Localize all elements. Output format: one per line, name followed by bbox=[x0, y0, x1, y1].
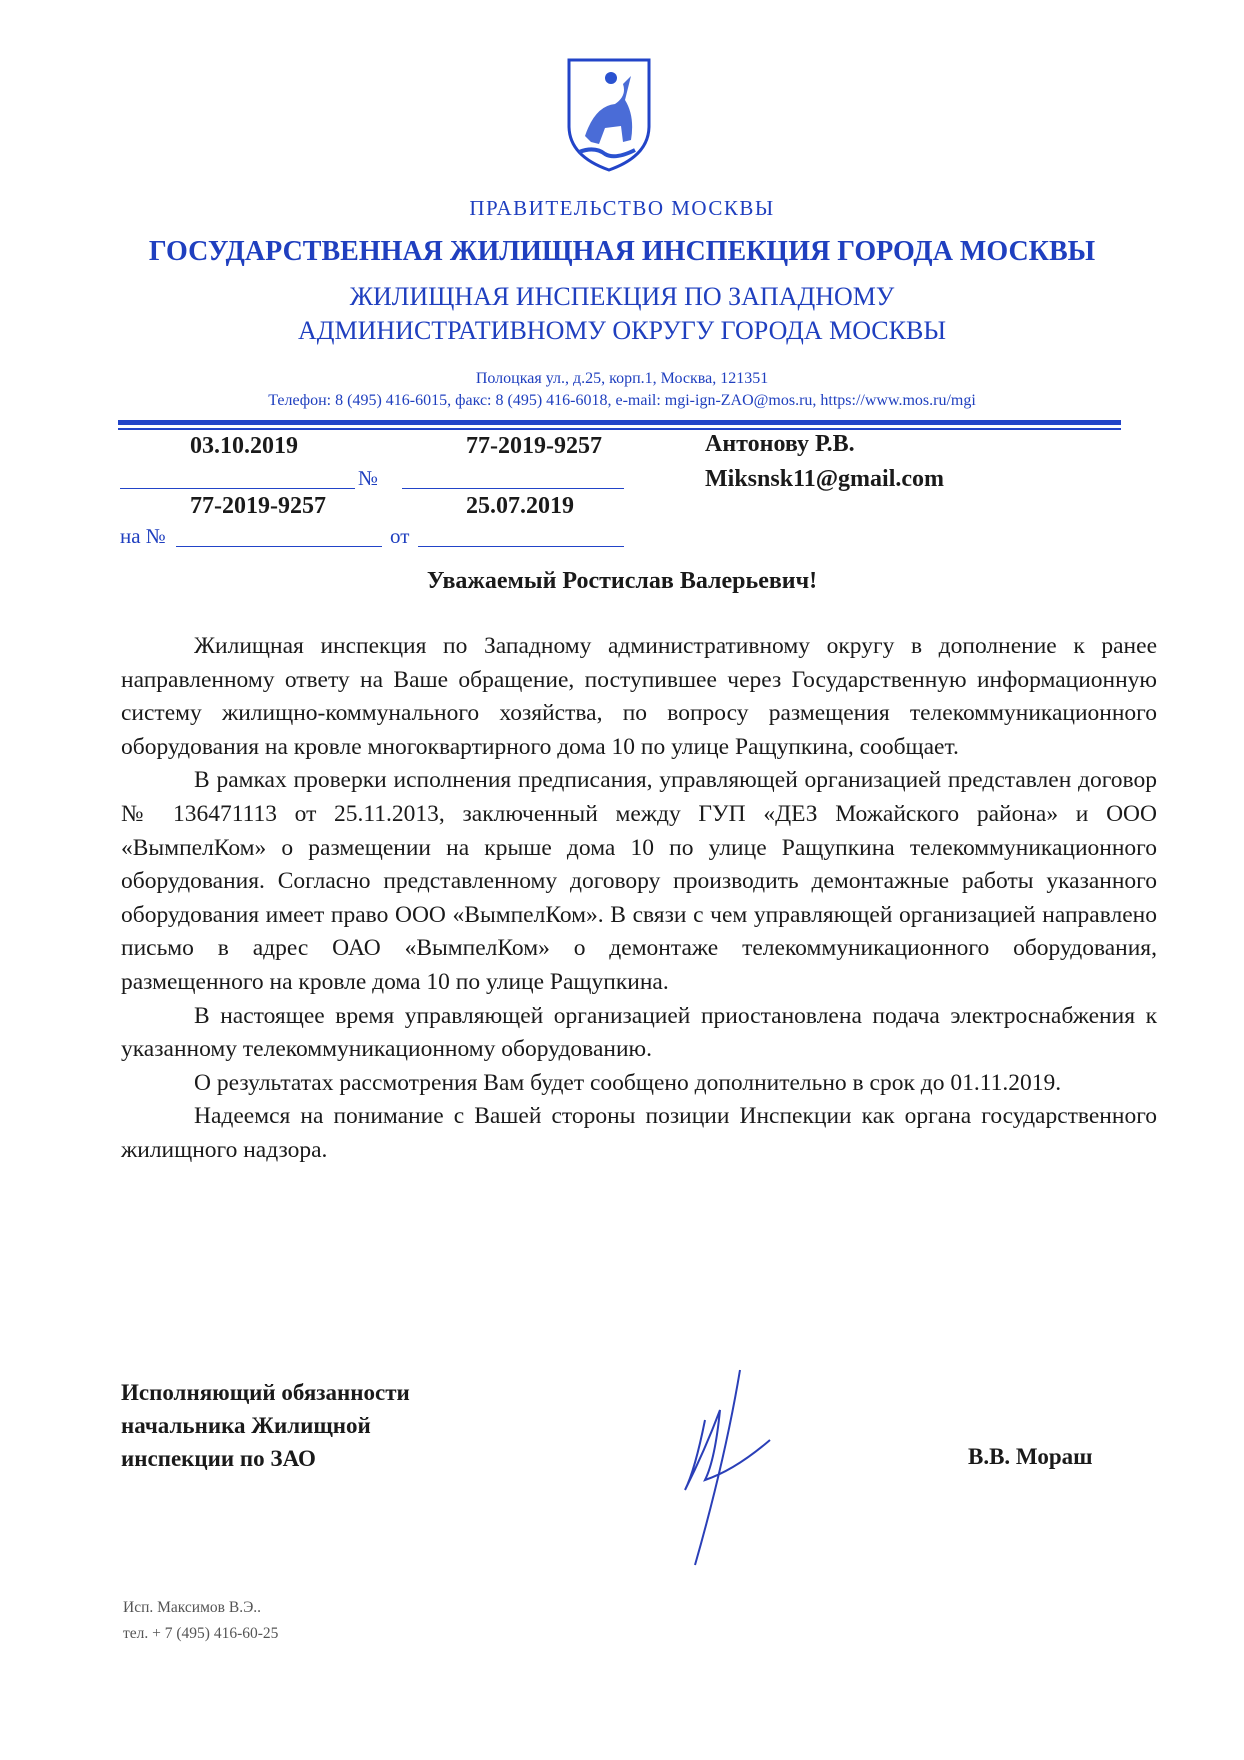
executor-info bbox=[123, 1595, 278, 1647]
date-underline bbox=[120, 488, 355, 489]
executor-phone: тел. + 7 (495) 416-60-25 bbox=[123, 1625, 279, 1642]
signatory-position bbox=[121, 1376, 410, 1475]
number-underline bbox=[402, 488, 624, 489]
ref-number: 77-2019-9257 bbox=[190, 493, 326, 519]
ref-number-underline bbox=[176, 546, 382, 547]
greeting: Уважаемый Ростислав Валерьевич! bbox=[426, 568, 818, 594]
letter-number: 77-2019-9257 bbox=[466, 433, 602, 459]
handwritten-signature bbox=[675, 1360, 795, 1570]
inspection-title: ГОСУДАРСТВЕННАЯ ЖИЛИЩНАЯ ИНСПЕКЦИЯ ГОРОДА МОСКВЫ bbox=[148, 236, 1096, 267]
ref-number-label: на № bbox=[120, 524, 166, 548]
executor-name: Исп. Максимов В.Э.. bbox=[123, 1599, 262, 1616]
number-label: № bbox=[358, 466, 379, 490]
paragraph: В настоящее время управляющей организацией приостановлена подача электроснабжения к указанному телекоммуникационному оборудованию. bbox=[121, 1002, 1157, 1063]
ref-date: 25.07.2019 bbox=[466, 493, 574, 519]
recipient-name: Антонову Р.В. bbox=[705, 431, 855, 457]
letter-date: 03.10.2019 bbox=[190, 433, 298, 459]
position-line: Исполняющий обязанности bbox=[121, 1380, 410, 1405]
division-title-line1: ЖИЛИЩНАЯ ИНСПЕКЦИЯ ПО ЗАПАДНОМУ bbox=[349, 282, 895, 311]
paragraph: В рамках проверки исполнения предписания, управляющей организацией представлен договор № 136471113 от 25.11.2013, заключенный между ГУП «ДЕЗ Можайского района» и ООО «ВымпелКом» о размещении на крыше дома 10 по улице Ращупкина телекоммуникационного оборудования. Согласно представленному договору производить демонтажные работы указанного оборудования имеет право ООО «ВымпелКом». В связи с чем управляющей организацией направлено письмо в адрес ОАО «ВымпелКом» о демонтаже телекоммуникационного оборудования, размещенного на кровле дома 10 по улице Ращупкина. bbox=[121, 767, 1157, 995]
paragraph: Жилищная инспекция по Западному административному округу в дополнение к ранее направленному ответу на Ваше обращение, поступившее через Государственную информационную систему жилищно-коммунального хозяйства, по вопросу размещения телекоммуникационного оборудования на кровле многоквартирного дома 10 по улице Ращупкина, сообщает. bbox=[121, 633, 1157, 760]
position-line: инспекции по ЗАО bbox=[121, 1446, 316, 1471]
government-title: ПРАВИТЕЛЬСТВО МОСКВЫ bbox=[469, 196, 775, 220]
signatory-name: В.В. Мораш bbox=[968, 1444, 1093, 1469]
position-line: начальника Жилищной bbox=[121, 1413, 371, 1438]
moscow-coat-of-arms-emblem bbox=[565, 56, 653, 174]
ref-date-underline bbox=[418, 546, 624, 547]
address: Полоцкая ул., д.25, корп.1, Москва, 121351 bbox=[475, 370, 769, 387]
recipient-email: Miksnsk11@gmail.com bbox=[705, 466, 945, 492]
contacts: Телефон: 8 (495) 416-6015, факс: 8 (495) 416-6018, e-mail: mgi-ign-ZAO@mos.ru, https://www.mos.ru/mgi bbox=[268, 392, 976, 409]
paragraph: О результатах рассмотрения Вам будет сообщено дополнительно в срок до 01.11.2019. bbox=[194, 1069, 1062, 1096]
from-label: от bbox=[390, 524, 410, 548]
header-rule-thin bbox=[118, 428, 1121, 430]
header-rule bbox=[118, 420, 1121, 425]
letter-body bbox=[121, 630, 1157, 1168]
division-title-line2: АДМИНИСТРАТИВНОМУ ОКРУГУ ГОРОДА МОСКВЫ bbox=[297, 316, 946, 345]
paragraph: Надеемся на понимание с Вашей стороны позиции Инспекции как органа государственного жилищного надзора. bbox=[121, 1103, 1157, 1163]
